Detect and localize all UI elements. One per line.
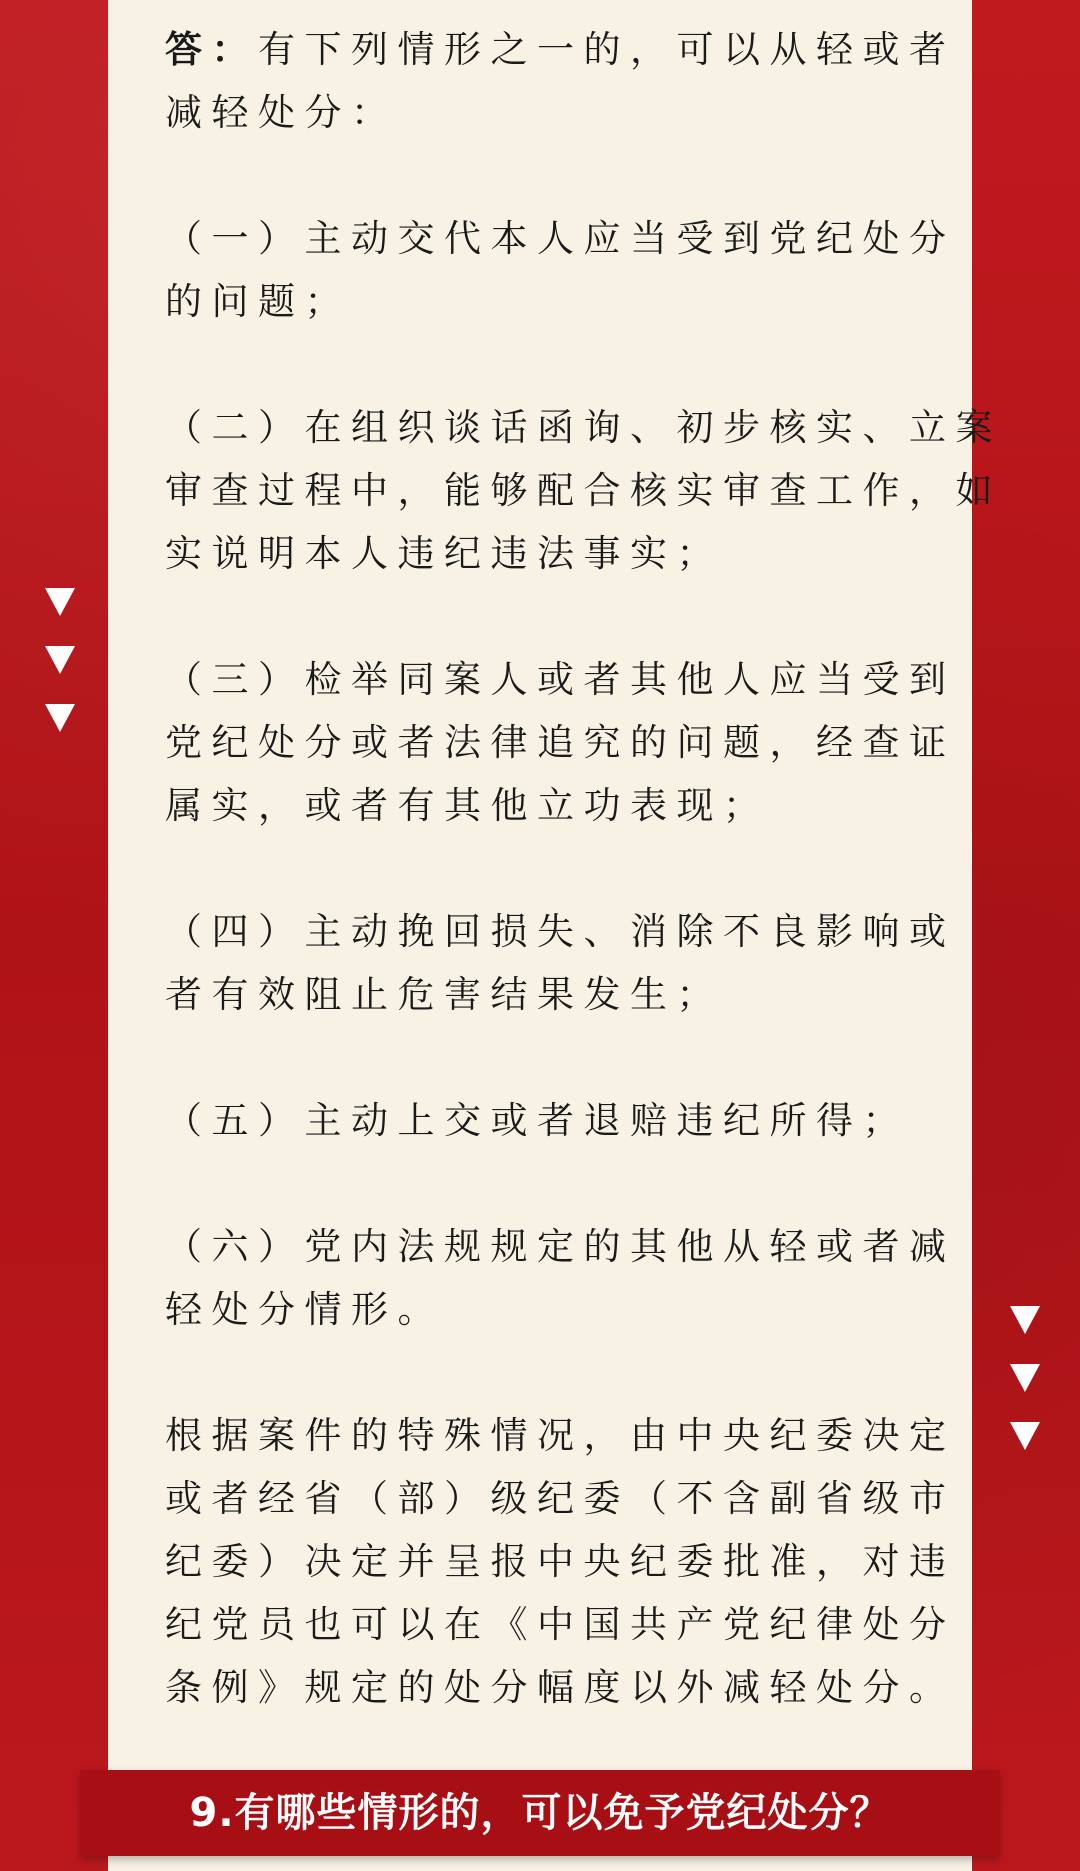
down-triangle-icon: [1010, 1364, 1040, 1392]
list-item: [165, 900, 956, 1026]
closing-line: 条例》规定的处分幅度以外减轻处分。: [165, 1666, 956, 1709]
list-item-line: 党纪处分或者法律追究的问题，经查证: [165, 721, 956, 764]
list-item: [165, 648, 956, 837]
card-bottom-strip: [108, 1856, 972, 1871]
list-item-line: 审查过程中，能够配合核实审查工作，如: [165, 469, 1002, 512]
right-arrow-group: [1005, 1306, 1045, 1480]
list-item: [165, 207, 956, 333]
list-item-line: 的问题；: [165, 280, 351, 323]
next-question-banner: [80, 1770, 1000, 1856]
answer-intro-line: [165, 18, 956, 81]
list-item-line: （四）主动挽回损失、消除不良影响或: [165, 910, 956, 953]
list-item-line: （三）检举同案人或者其他人应当受到: [165, 658, 956, 701]
list-item-line: 实说明本人违纪违法事实；: [165, 532, 723, 575]
list-item-line: （六）党内法规规定的其他从轻或者减: [165, 1225, 956, 1268]
list-item-line: （五）主动上交或者退赔违纪所得；: [165, 1099, 909, 1142]
closing-line: 或者经省（部）级纪委（不含副省级市: [165, 1477, 956, 1520]
list-item: [165, 1215, 956, 1341]
answer-label: 答：: [165, 28, 258, 71]
next-question-title: 9.有哪些情形的，可以免予党纪处分？: [189, 1790, 891, 1836]
closing-paragraph: [165, 1404, 956, 1719]
down-triangle-icon: [1010, 1422, 1040, 1450]
answer-intro-text: 有下列情形之一的，可以从轻或者: [258, 28, 956, 71]
closing-line: 根据案件的特殊情况，由中央纪委决定: [165, 1414, 956, 1457]
answer-body: [165, 18, 1002, 1782]
list-item: [165, 396, 1002, 585]
down-triangle-icon: [45, 588, 75, 616]
list-item: [165, 1089, 925, 1152]
closing-line: 纪党员也可以在《中国共产党纪律处分: [165, 1603, 956, 1646]
list-item-line: （二）在组织谈话函询、初步核实、立案: [165, 406, 1002, 449]
list-item-line: （一）主动交代本人应当受到党纪处分: [165, 217, 956, 260]
answer-intro-line: 减轻处分：: [165, 91, 398, 134]
down-triangle-icon: [45, 646, 75, 674]
list-item-line: 轻处分情形。: [165, 1288, 444, 1331]
list-item-line: 者有效阻止危害结果发生；: [165, 973, 723, 1016]
closing-line: 纪委）决定并呈报中央纪委批准，对违: [165, 1540, 956, 1583]
down-triangle-icon: [1010, 1306, 1040, 1334]
left-arrow-group: [40, 588, 80, 762]
answer-intro: [165, 18, 956, 144]
list-item-line: 属实，或者有其他立功表现；: [165, 784, 770, 827]
down-triangle-icon: [45, 704, 75, 732]
